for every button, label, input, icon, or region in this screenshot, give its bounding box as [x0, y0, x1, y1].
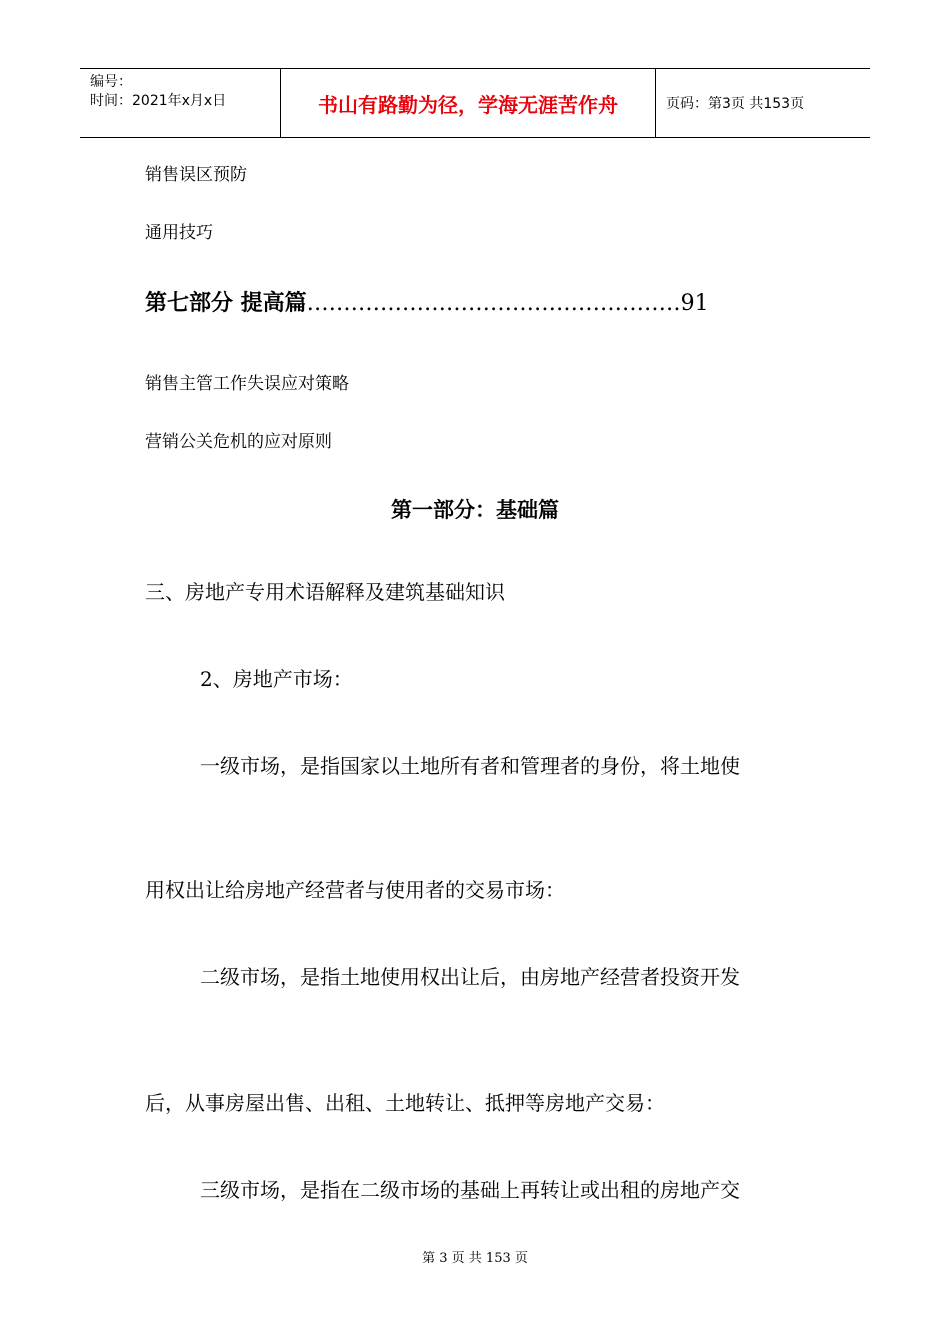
- header-page-info: 页码：第3页 共153页: [666, 96, 805, 112]
- document-header: [80, 68, 870, 138]
- paragraph-tertiary-market-line1: 三级市场，是指在二级市场的基础上再转让或出租的房地产交: [200, 1178, 740, 1202]
- toc-part7-entry: [145, 286, 709, 317]
- subsection-heading: 三、房地产专用术语解释及建筑基础知识: [145, 580, 505, 604]
- document-number-label: 编号：: [90, 74, 132, 90]
- page-footer: 第 3 页 共 153 页: [422, 1251, 528, 1266]
- toc-part7-leader-dots: ……………………………………………: [306, 291, 681, 316]
- paragraph-secondary-market-line1: 二级市场，是指土地使用权出让后，由房地产经营者投资开发: [200, 965, 740, 989]
- toc-item-sales-mistakes: 销售误区预防: [145, 165, 247, 185]
- document-time-label: 时间：2021年x月x日: [90, 93, 227, 109]
- toc-part7-page: 91: [680, 291, 709, 316]
- toc-item-pr-crisis: 营销公关危机的应对原则: [145, 432, 332, 452]
- toc-item-general-skills: 通用技巧: [145, 223, 213, 243]
- toc-item-supervisor-strategy: 销售主管工作失误应对策略: [145, 374, 349, 394]
- paragraph-primary-market-line1: 一级市场，是指国家以土地所有者和管理者的身份，将土地使: [200, 754, 740, 778]
- paragraph-primary-market-line2: 用权出让给房地产经营者与使用者的交易市场：: [145, 878, 565, 902]
- toc-part7-title: 第七部分 提高篇: [145, 290, 307, 316]
- paragraph-secondary-market-line2: 后，从事房屋出售、出租、土地转让、抵押等房地产交易：: [145, 1091, 665, 1115]
- header-meta-cell: [80, 69, 281, 137]
- section-title: 第一部分：基础篇: [391, 497, 559, 522]
- item-heading: 2、房地产市场：: [200, 667, 353, 691]
- header-slogan: 书山有路勤为径，学海无涯苦作舟: [281, 69, 656, 137]
